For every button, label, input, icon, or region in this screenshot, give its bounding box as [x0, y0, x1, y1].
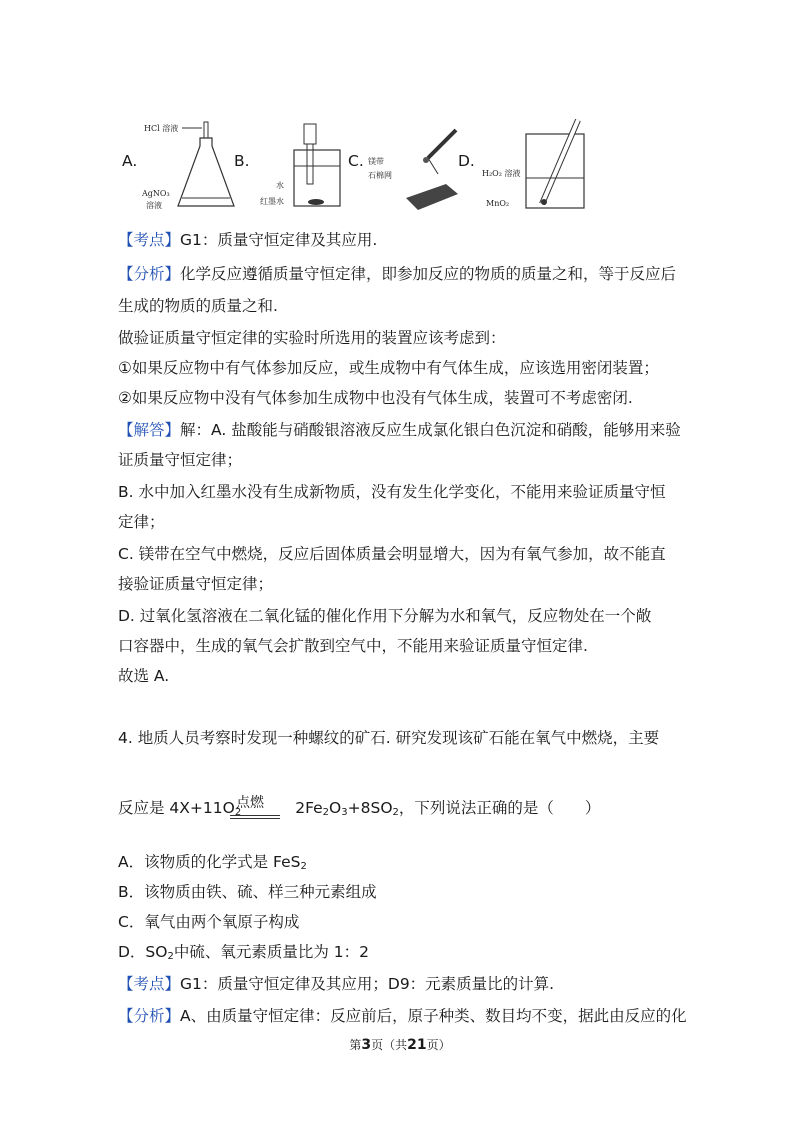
- jieda-line-3: B. 水中加入红墨水没有生成新物质，没有发生化学变化，不能用来验证质量守恒: [118, 483, 666, 501]
- fenxi-text-1: 化学反应遵循质量守恒定律，即参加反应的物质的质量之和，等于反应后: [180, 265, 677, 283]
- page-number: 3: [361, 1037, 372, 1053]
- page-footer: [0, 1036, 800, 1053]
- jieda-line-5: C. 镁带在空气中燃烧，反应后固体质量会明显增大，因为有氧气参加，故不能直: [118, 545, 666, 563]
- jieda-text-1: 解：A. 盐酸能与硝酸银溶液反应生成氯化银白色沉淀和硝酸，能够用来验: [180, 421, 681, 439]
- jieda-line-9: 故选 A.: [118, 667, 170, 685]
- beaker-diagram: [254, 118, 354, 218]
- apparatus-figures: [118, 118, 698, 218]
- water-label: 水: [276, 181, 284, 190]
- footer-mid: 页（共: [371, 1038, 408, 1052]
- fenxi-tag: 【分析】: [118, 265, 181, 283]
- fenxi-line-2: 生成的物质的质量之和.: [118, 297, 278, 315]
- option-d-tail: 中硫、氧元素质量比为 1：2: [173, 943, 370, 961]
- q4-option-b: B．该物质由铁、硫、样三种元素组成: [118, 883, 377, 901]
- kaodian-line: [118, 230, 688, 250]
- hcl-label: HCl 溶液: [144, 124, 179, 133]
- solution-label: 溶液: [146, 201, 162, 210]
- total-pages: 21: [407, 1037, 427, 1053]
- question-tail: ，下列说法正确的是（ ）: [398, 799, 601, 817]
- sub-o2: 2: [234, 807, 242, 818]
- mno2-label: MnO₂: [486, 199, 510, 208]
- jieda-line-4: 定律；: [118, 513, 165, 531]
- fenxi-line-1: [118, 264, 688, 284]
- kaodian-tag: 【考点】: [118, 231, 181, 249]
- equation-left: 反应是 4X+11O: [118, 799, 235, 817]
- sub-so2: 2: [392, 807, 399, 818]
- magnesium-diagram: [366, 118, 466, 218]
- q4-option-a: [118, 852, 688, 877]
- jieda-tag: 【解答】: [118, 421, 181, 439]
- sub-fe2: 2: [322, 807, 330, 818]
- footer-pre: 第: [349, 1038, 362, 1052]
- h2o2-diagram: [482, 118, 592, 218]
- equation-fe: 2Fe: [295, 799, 323, 817]
- q4-option-c: C．氧气由两个氧原子构成: [118, 913, 300, 931]
- h2o2-label: H₂O₂ 溶液: [482, 169, 521, 178]
- jieda-line-2: 证质量守恒定律；: [118, 451, 243, 469]
- sub-o3: 3: [341, 807, 348, 818]
- jieda-line-8: 口容器中，生成的氧气会扩散到空气中，不能用来验证质量守恒定律.: [118, 637, 588, 655]
- equation-so: +8SO: [347, 799, 393, 817]
- option-c-label: C.: [348, 152, 364, 170]
- agno3-label: AgNO₃: [142, 189, 170, 198]
- q4-fenxi-text: A、由质量守恒定律：反应前后，原子种类、数目均不变，据此由反应的化: [180, 1007, 687, 1025]
- q4-kaodian-text: G1：质量守恒定律及其应用；D9：元素质量比的计算.: [180, 975, 555, 993]
- option-d-text: D．SO: [118, 943, 168, 961]
- option-d-label: D.: [458, 152, 475, 170]
- option-a-sub: 2: [300, 861, 307, 872]
- fenxi-line-4: ①如果反应物中有气体参加反应，或生成物中有气体生成，应该选用密闭装置；: [118, 359, 659, 377]
- option-a-text: A．该物质的化学式是 FeS: [118, 853, 301, 871]
- jieda-line-7: D. 过氧化氢溶液在二氧化锰的催化作用下分解为水和氧气，反应物处在一个敞: [118, 607, 652, 625]
- mg-ribbon-label: 镁带: [368, 157, 384, 166]
- q4-stem-1: 4. 地质人员考察时发现一种螺纹的矿石. 研究发现该矿石能在氧气中燃烧，主要: [118, 729, 660, 747]
- q4-fenxi-tag: 【分析】: [118, 1007, 181, 1025]
- q4-fenxi-line: [118, 1006, 688, 1026]
- equation-o: O: [329, 799, 342, 817]
- footer-post: 页）: [426, 1038, 451, 1052]
- q4-stem-2: [118, 798, 688, 823]
- jieda-line-1: [118, 420, 688, 440]
- kaodian-text: G1：质量守恒定律及其应用.: [180, 231, 378, 249]
- q4-option-d: [118, 942, 688, 967]
- asbestos-label: 石棉网: [368, 171, 392, 180]
- fenxi-line-3: 做验证质量守恒定律的实验时所选用的装置应该考虑到：: [118, 329, 506, 347]
- jieda-line-6: 接验证质量守恒定律；: [118, 575, 274, 593]
- red-ink-label: 红墨水: [260, 197, 284, 206]
- fenxi-line-5: ②如果反应物中没有气体参加生成物中也没有气体生成，装置可不考虑密闭.: [118, 389, 633, 407]
- flask-diagram: [142, 118, 237, 218]
- condition-text: 点燃: [236, 795, 264, 811]
- option-b-label: B.: [234, 152, 250, 170]
- q4-kaodian-tag: 【考点】: [118, 975, 181, 993]
- option-d-sub: 2: [167, 951, 174, 962]
- option-a-label: A.: [122, 152, 138, 170]
- q4-kaodian-line: [118, 974, 688, 994]
